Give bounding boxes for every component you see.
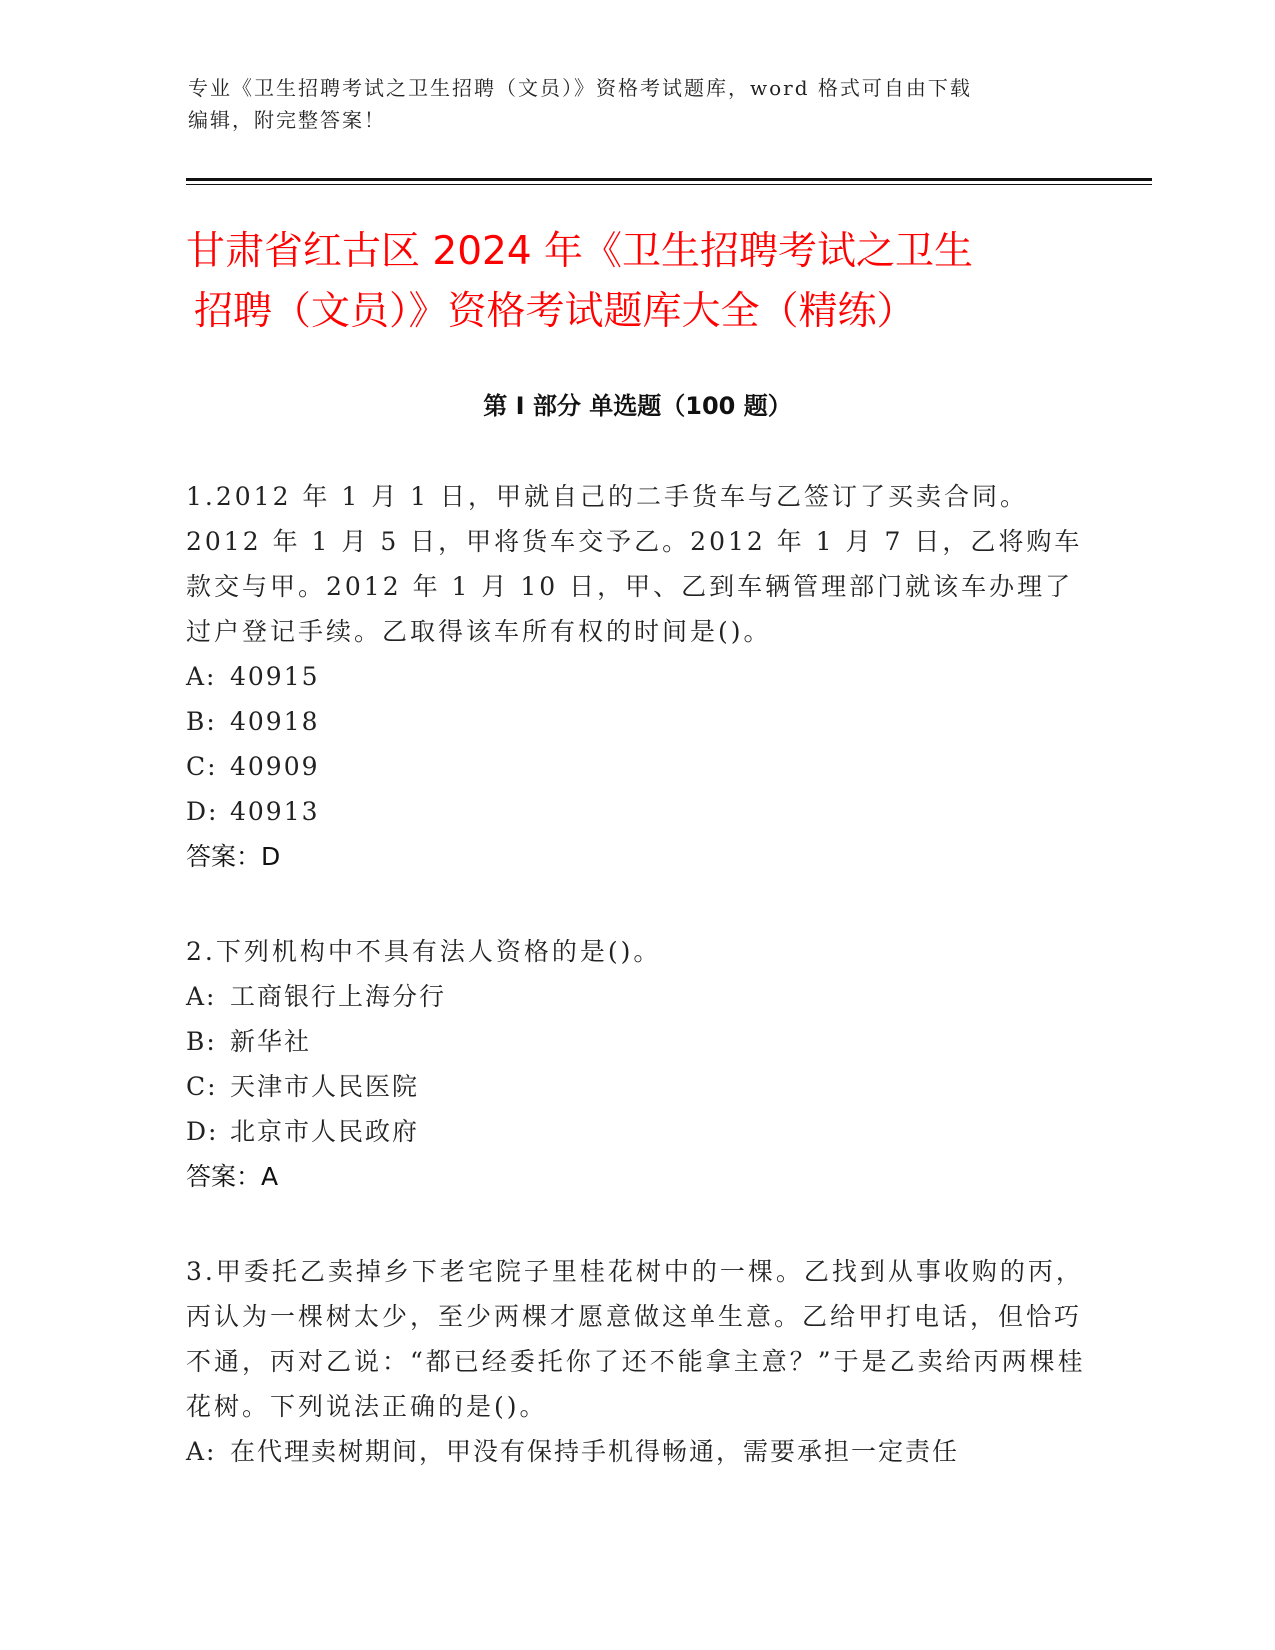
question-3 (186, 1249, 1086, 1474)
option-letter: C: (186, 752, 218, 781)
question-1 (186, 474, 1086, 879)
question-stem: 1.2012 年 1 月 1 日，甲就自己的二手货车与乙签订了买卖合同。2012 年 1 月 5 日，甲将货车交予乙。2012 年 1 月 7 日，乙将购车款交与甲。2012 年 1 月 10 日，甲、乙到车辆管理部门就该车办理了过户登记手续。乙取得该车所有权的时间是()。 (186, 482, 1083, 646)
answer-line: 答案：A (186, 1162, 279, 1191)
option-letter: A: (186, 662, 217, 691)
option-text: 40918 (230, 707, 320, 736)
option-d (186, 789, 1086, 834)
option-a (186, 1429, 1086, 1474)
option-text: 工商银行上海分行 (230, 982, 447, 1011)
option-text: 40913 (230, 797, 320, 826)
option-letter: D: (186, 1117, 219, 1146)
option-text: 40915 (230, 662, 320, 691)
option-c (186, 1064, 1086, 1109)
header-note-line-1: 专业《卫生招聘考试之卫生招聘（文员）》资格考试题库，word 格式可自由下载 (188, 76, 972, 100)
option-text: 天津市人民医院 (230, 1072, 420, 1101)
option-text: 新华社 (230, 1027, 312, 1056)
header-note (188, 72, 1088, 136)
section-heading: 第 I 部分 单选题（100 题） (483, 392, 792, 420)
option-letter: C: (186, 1072, 218, 1101)
option-letter: B: (186, 707, 217, 736)
question-2 (186, 929, 1086, 1199)
option-b (186, 1019, 1086, 1064)
option-text: 在代理卖树期间，甲没有保持手机得畅通，需要承担一定责任 (230, 1437, 960, 1466)
option-b (186, 699, 1086, 744)
question-list (186, 474, 1086, 1524)
option-letter: A: (186, 1437, 217, 1466)
document-title-line-2: 招聘（文员）》资格考试题库大全（精练） (194, 289, 916, 334)
option-letter: D: (186, 797, 219, 826)
document-title-line-1: 甘肃省红古区 2024 年《卫生招聘考试之卫生 (186, 229, 974, 274)
option-text: 40909 (230, 752, 320, 781)
header-divider-thin (186, 184, 1152, 185)
option-a (186, 654, 1086, 699)
answer-line: 答案：D (186, 842, 281, 871)
header-note-line-2: 编辑，附完整答案！ (188, 108, 386, 132)
option-a (186, 974, 1086, 1019)
header-divider-thick (186, 178, 1152, 181)
option-letter: A: (186, 982, 217, 1011)
question-stem: 3.甲委托乙卖掉乡下老宅院子里桂花树中的一棵。乙找到从事收购的丙，丙认为一棵树太少，至少两棵才愿意做这单生意。乙给甲打电话，但恰巧不通，丙对乙说：“都已经委托你了还不能拿主意？”于是乙卖给丙两棵桂花树。下列说法正确的是()。 (186, 1257, 1086, 1421)
option-c (186, 744, 1086, 789)
option-letter: B: (186, 1027, 217, 1056)
question-stem: 2.下列机构中不具有法人资格的是()。 (186, 937, 662, 966)
option-d (186, 1109, 1086, 1154)
option-text: 北京市人民政府 (230, 1117, 420, 1146)
document-title (186, 222, 1086, 342)
